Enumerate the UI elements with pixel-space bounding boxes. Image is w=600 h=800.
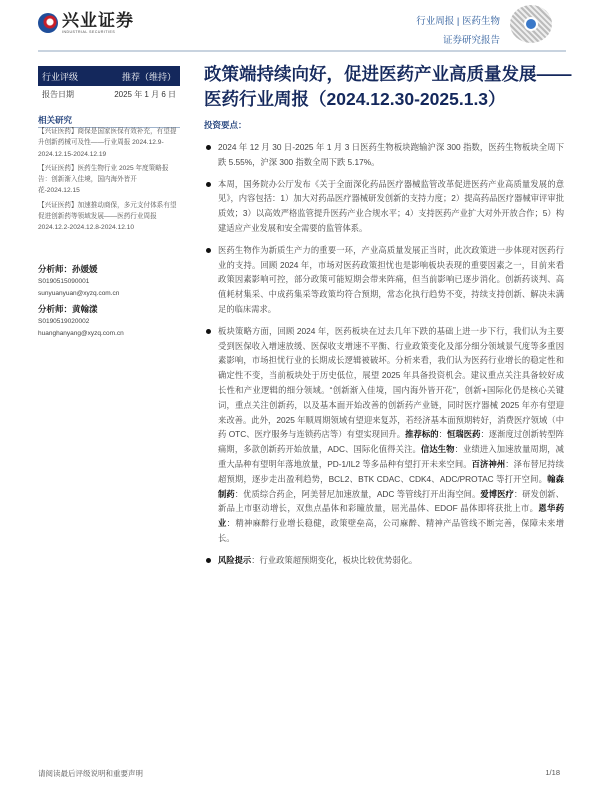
- industry-rating: [38, 66, 180, 86]
- related-research-heading: 相关研究: [38, 114, 180, 128]
- strategy-text: ：: [438, 429, 447, 440]
- strategy-text: ：逐渐度过创新转型阵痛期，多款创新药开始放量，ADC、国际化值得关注。: [218, 429, 564, 455]
- analyst-email[interactable]: huanghanyang@xyzq.com.cn: [38, 330, 124, 337]
- date-value: 2025 年 1 月 6 日: [114, 90, 176, 99]
- rating-value: 推荐（维持）: [121, 71, 176, 82]
- recommended-stock: 爱博医疗: [480, 488, 514, 499]
- brand-name-en: INDUSTRIAL SECURITIES: [62, 30, 116, 34]
- analyst-2: [38, 302, 124, 340]
- analyst-1: [38, 262, 119, 300]
- report-title: 政策端持续向好，促进医药产业高质量发展——医药行业周报（2024.12.30-2025.1.3）: [204, 64, 572, 109]
- qr-code-icon: [510, 5, 552, 43]
- recommended-stock: 推荐标的: [405, 429, 439, 440]
- date-label: 报告日期: [42, 90, 74, 99]
- risk-label: 风险提示: [218, 554, 252, 565]
- analyst-id: S0190515090001: [38, 278, 90, 285]
- recommended-stock: 信达生物: [420, 444, 455, 455]
- report-type-label: 证券研究报告: [442, 35, 500, 46]
- related-item[interactable]: 【兴证医药】商保是国家医保有效补充，有望提升创新药械可及性——行业周报 2024.12.9-2024.12.15-2024.12.19: [38, 128, 177, 158]
- analyst-name: 分析师：黄翰漾: [38, 304, 98, 314]
- strategy-text: ：研发创新、新品上市驱动增长，双焦点晶体和彩瞳放量，屈光晶体、EDOF 晶体即将获批上市。: [218, 488, 564, 514]
- analyst-id: S0190519020002: [38, 318, 90, 325]
- recommended-stock: 翰森制药: [218, 473, 564, 499]
- related-research-list: [38, 126, 178, 237]
- investment-highlights: [204, 140, 564, 575]
- recommended-stock: 百济神州: [471, 458, 506, 469]
- related-item[interactable]: 【兴证医药】加速推动商保，多元支付体系有望促进创新药等领域发展——医药行业周报 2024.12.2-2024.12.8-2024.12.10: [38, 201, 177, 232]
- risk-text: ：行业政策超预期变化，板块比较优势弱化。: [251, 554, 418, 565]
- bullet-policy: 本周，国务院办公厅发布《关于全面深化药品医疗器械监管改革促进医药产业高质量发展的意见》，内容包括：1）加大对药品医疗器械研发创新的支持力度；2）提高药品医疗器械审评审批质效；3）以高效严格监管提升医药产业合规水平；4）支持医药产业扩大对外开放合作；5）构建适应产业发展和安全需要的监管体系。: [204, 177, 564, 236]
- report-date: [38, 89, 180, 100]
- analyst-name: 分析师：孙媛媛: [38, 264, 98, 274]
- logo-mark-icon: [38, 13, 58, 33]
- recommended-stock: 恒瑞医药: [446, 429, 481, 440]
- report-category: [416, 12, 500, 50]
- header-divider: [38, 50, 566, 52]
- category-label: 行业周报 | 医药生物: [416, 16, 500, 27]
- analyst-email[interactable]: sunyuanyuan@xyzq.com.cn: [38, 290, 120, 297]
- strategy-text: ：泽布替尼持续超预期，逐步走出盈利趋势，BCL2、BTK CDAC、CDK4、ADC/PROTAC 等打开空间。: [218, 458, 564, 484]
- rating-label: 行业评级: [42, 71, 79, 82]
- brand-name: 兴业证券: [62, 11, 134, 31]
- strategy-text: ：优质综合药企，阿美替尼加速放量，ADC 等管线打开出海空间。: [234, 488, 481, 499]
- bullet-performance: 2024 年 12 月 30 日-2025 年 1 月 3 日医药生物板块跑输沪深 300 指数，医药生物板块全周下跌 5.55%，沪深 300 指数全周下跌 5.17%。: [204, 140, 564, 170]
- page-number: 1/18: [545, 768, 560, 777]
- strategy-text: ：业绩进入加速放量周期，减重大品种有望明年落地放量，PD-1/IL2 等多品种有望打开未来空间。: [218, 444, 564, 469]
- bullet-risk: [204, 553, 564, 568]
- bullet-industry-support: 医药生物作为新质生产力的重要一环，产业高质量发展正当时，此次政策进一步体现对医药行业的支持。回顾 2024 年，市场对医药政策担忧也是影响板块表现的重要因素之一，目前来看政策因素影响可控，部分政策可能短期会带来阵痛，但当前影响已逐步消化。创新药谈判、高值耗材集采、中成药集采等政策均符合预期，常态化执行趋势不变，持续支持创新、解决未满足的临床需求。: [204, 243, 564, 317]
- footer-disclaimer: 请阅读最后评级说明和重要声明: [38, 769, 143, 778]
- investment-highlights-heading: 投资要点：: [204, 120, 247, 130]
- company-logo: [38, 12, 134, 34]
- recommended-stock: 恩华药业: [218, 503, 564, 529]
- strategy-text: 板块策略方面，回顾 2024 年，医药板块在过去几年下跌的基础上进一步下行，我们认为主要受到医保收入增速放缓、医保收支增速不平衡、行业政策变化及部分细分领域景气度等多重因素影响，市场担忧行业的长期成长逻辑被破坏。分析来看，我们认为医药行业增长的稳定性和确定性不变，当前板块处于历史低位，展望 2025 年具备投资机会。建议重点关注具备较好成长性和产业逻辑的细分领域。“创新渐入佳境，国内海外皆开花”，创新+国际化仍是核心关键词，重点关注创新药，以及基本面开始改善的创新药产业链，同时医疗器械 2025 年亦有望迎来改善。此外，2025 年顺周期领域有望迎来复苏，若经济基本面预期转好，消费医疗领域（中药 OTC、医疗服务与连锁药店等）有望实现回升。: [218, 325, 564, 440]
- bullet-strategy: [204, 324, 564, 546]
- related-item[interactable]: 【兴证医药】医药生物行业 2025 年度策略报告：创新渐入佳境，国内海外皆开花-2024.12.15: [38, 164, 169, 195]
- strategy-text: ：精神麻醉行业增长稳健，政策壁垒高，公司麻醉、精神产品管线不断完善，保障未来增长。: [218, 518, 564, 543]
